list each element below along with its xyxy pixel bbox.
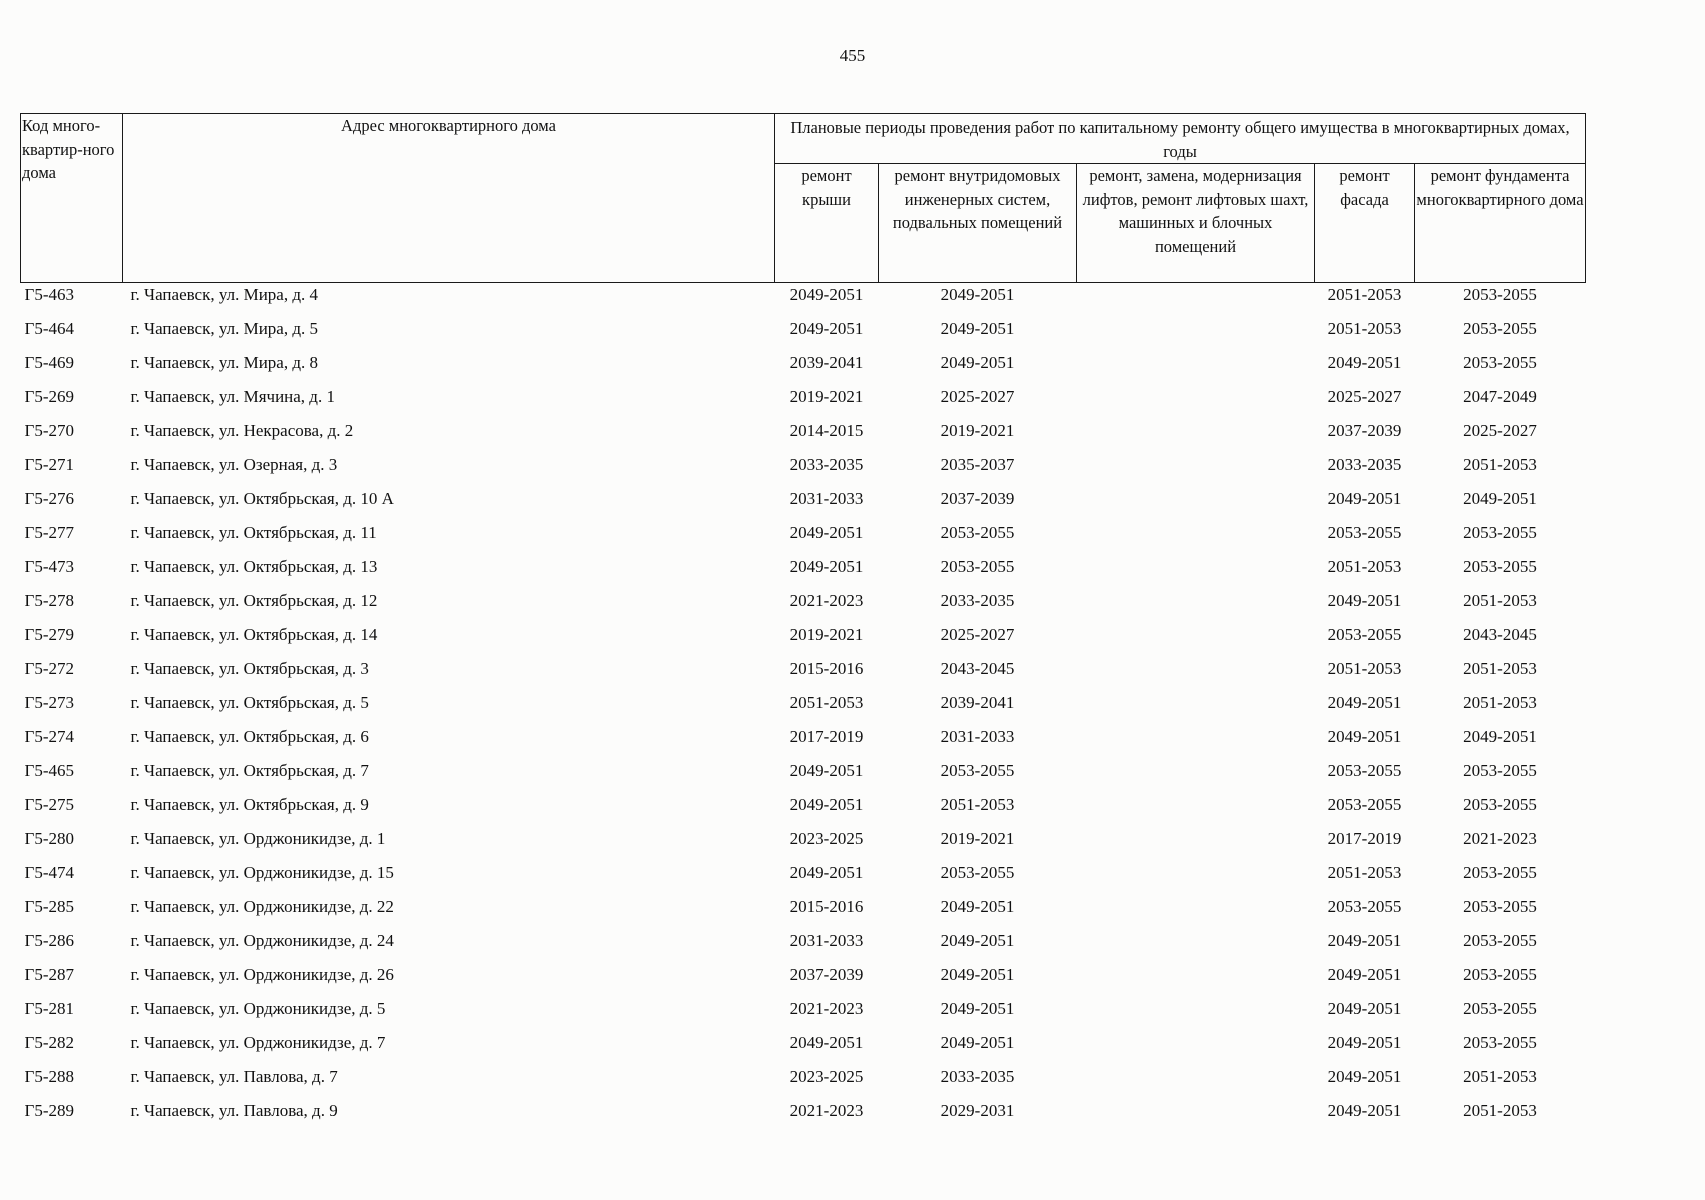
- table-row: [21, 487, 1586, 521]
- cell-engineering: 2053-2055: [940, 761, 1015, 780]
- cell-facade: 2049-2051: [1327, 591, 1402, 610]
- cell-facade: 2049-2051: [1327, 1033, 1402, 1052]
- cell-address: г. Чапаевск, ул. Октябрьская, д. 5: [130, 693, 369, 712]
- cell-code: Г5-273: [24, 693, 74, 712]
- cell-address: г. Чапаевск, ул. Октябрьская, д. 13: [130, 557, 378, 576]
- cell-elevators: [1077, 453, 1315, 487]
- table-row: [21, 385, 1586, 419]
- cell-foundation: 2053-2055: [1463, 761, 1537, 780]
- cell-facade: 2049-2051: [1327, 353, 1402, 372]
- table-row: [21, 351, 1586, 385]
- cell-facade: 2037-2039: [1327, 421, 1402, 440]
- cell-facade: 2033-2035: [1327, 455, 1402, 474]
- cell-foundation: 2049-2051: [1463, 727, 1537, 746]
- cell-facade: 2053-2055: [1327, 625, 1402, 644]
- cell-code: Г5-465: [24, 761, 74, 780]
- cell-elevators: [1077, 1065, 1315, 1099]
- cell-address: г. Чапаевск, ул. Орджоникидзе, д. 24: [130, 931, 394, 950]
- cell-facade: 2049-2051: [1327, 1067, 1402, 1086]
- cell-facade: 2049-2051: [1327, 693, 1402, 712]
- cell-engineering: 2025-2027: [940, 625, 1015, 644]
- cell-elevators: [1077, 1031, 1315, 1065]
- cell-elevators: [1077, 827, 1315, 861]
- cell-address: г. Чапаевск, ул. Орджоникидзе, д. 26: [130, 965, 394, 984]
- cell-facade: 2051-2053: [1327, 285, 1402, 304]
- cell-facade: 2051-2053: [1327, 319, 1402, 338]
- table-row: [21, 283, 1586, 318]
- cell-elevators: [1077, 555, 1315, 589]
- table-row: [21, 555, 1586, 589]
- cell-address: г. Чапаевск, ул. Орджоникидзе, д. 7: [130, 1033, 386, 1052]
- cell-roof: 2021-2023: [789, 1101, 864, 1120]
- cell-foundation: 2047-2049: [1463, 387, 1537, 406]
- cell-facade: 2049-2051: [1327, 965, 1402, 984]
- cell-foundation: 2025-2027: [1463, 421, 1537, 440]
- cell-foundation: 2053-2055: [1463, 353, 1537, 372]
- cell-roof: 2019-2021: [789, 387, 864, 406]
- cell-code: Г5-279: [24, 625, 74, 644]
- cell-engineering: 2053-2055: [940, 863, 1015, 882]
- cell-facade: 2053-2055: [1327, 761, 1402, 780]
- cell-address: г. Чапаевск, ул. Орджоникидзе, д. 1: [130, 829, 386, 848]
- cell-roof: 2031-2033: [789, 489, 864, 508]
- cell-roof: 2049-2051: [789, 1033, 864, 1052]
- cell-code: Г5-276: [24, 489, 74, 508]
- table-row: [21, 827, 1586, 861]
- table-row: [21, 793, 1586, 827]
- cell-foundation: 2051-2053: [1463, 455, 1537, 474]
- cell-roof: 2019-2021: [789, 625, 864, 644]
- cell-code: Г5-278: [24, 591, 74, 610]
- cell-elevators: [1077, 929, 1315, 963]
- cell-roof: 2014-2015: [789, 421, 864, 440]
- cell-roof: 2023-2025: [789, 1067, 864, 1086]
- header-elevators: ремонт, замена, модернизация лифтов, ремонт лифтовых шахт, машинных и блочных помещений: [1077, 164, 1315, 283]
- cell-engineering: 2019-2021: [940, 421, 1015, 440]
- cell-engineering: 2039-2041: [940, 693, 1015, 712]
- table-row: [21, 453, 1586, 487]
- cell-elevators: [1077, 793, 1315, 827]
- cell-roof: 2051-2053: [789, 693, 864, 712]
- cell-engineering: 2035-2037: [940, 455, 1015, 474]
- cell-roof: 2049-2051: [789, 557, 864, 576]
- cell-foundation: 2043-2045: [1463, 625, 1537, 644]
- cell-engineering: 2033-2035: [940, 591, 1015, 610]
- table-row: [21, 895, 1586, 929]
- cell-elevators: [1077, 861, 1315, 895]
- table-row: [21, 317, 1586, 351]
- cell-elevators: [1077, 317, 1315, 351]
- cell-foundation: 2051-2053: [1463, 693, 1537, 712]
- cell-foundation: 2053-2055: [1463, 931, 1537, 950]
- cell-roof: 2049-2051: [789, 761, 864, 780]
- cell-elevators: [1077, 385, 1315, 419]
- cell-elevators: [1077, 691, 1315, 725]
- cell-facade: 2053-2055: [1327, 795, 1402, 814]
- cell-elevators: [1077, 997, 1315, 1031]
- header-periods-group: Плановые периоды проведения работ по капитальному ремонту общего имущества в многоквартирных домах, годы: [775, 114, 1586, 164]
- table-row: [21, 861, 1586, 895]
- cell-elevators: [1077, 895, 1315, 929]
- cell-foundation: 2051-2053: [1463, 591, 1537, 610]
- cell-foundation: 2021-2023: [1463, 829, 1537, 848]
- cell-elevators: [1077, 963, 1315, 997]
- cell-address: г. Чапаевск, ул. Октябрьская, д. 7: [130, 761, 369, 780]
- cell-address: г. Чапаевск, ул. Октябрьская, д. 12: [130, 591, 378, 610]
- header-engineering: ремонт внутридомовых инженерных систем, подвальных помещений: [879, 164, 1077, 283]
- cell-facade: 2049-2051: [1327, 1101, 1402, 1120]
- cell-code: Г5-287: [24, 965, 74, 984]
- cell-roof: 2049-2051: [789, 523, 864, 542]
- table-row: [21, 691, 1586, 725]
- cell-code: Г5-271: [24, 455, 74, 474]
- cell-code: Г5-474: [24, 863, 74, 882]
- header-roof: ремонт крыши: [775, 164, 879, 283]
- cell-facade: 2051-2053: [1327, 659, 1402, 678]
- cell-code: Г5-289: [24, 1101, 74, 1120]
- cell-address: г. Чапаевск, ул. Октябрьская, д. 9: [130, 795, 369, 814]
- cell-elevators: [1077, 283, 1315, 318]
- cell-facade: 2017-2019: [1327, 829, 1402, 848]
- cell-engineering: 2049-2051: [940, 999, 1015, 1018]
- cell-engineering: 2053-2055: [940, 523, 1015, 542]
- cell-foundation: 2053-2055: [1463, 1033, 1537, 1052]
- cell-facade: 2051-2053: [1327, 863, 1402, 882]
- cell-address: г. Чапаевск, ул. Орджоникидзе, д. 15: [130, 863, 394, 882]
- cell-elevators: [1077, 759, 1315, 793]
- cell-elevators: [1077, 623, 1315, 657]
- cell-address: г. Чапаевск, ул. Мира, д. 8: [130, 353, 318, 372]
- cell-foundation: 2053-2055: [1463, 795, 1537, 814]
- cell-address: г. Чапаевск, ул. Октябрьская, д. 6: [130, 727, 369, 746]
- cell-roof: 2049-2051: [789, 319, 864, 338]
- cell-elevators: [1077, 351, 1315, 385]
- cell-engineering: 2031-2033: [940, 727, 1015, 746]
- header-foundation: ремонт фундамента многоквартирного дома: [1415, 164, 1586, 283]
- cell-code: Г5-464: [24, 319, 74, 338]
- cell-code: Г5-277: [24, 523, 74, 542]
- cell-engineering: 2029-2031: [940, 1101, 1015, 1120]
- cell-foundation: 2051-2053: [1463, 1101, 1537, 1120]
- cell-foundation: 2053-2055: [1463, 523, 1537, 542]
- cell-roof: 2033-2035: [789, 455, 864, 474]
- page-number: 455: [839, 46, 866, 65]
- cell-facade: 2049-2051: [1327, 931, 1402, 950]
- cell-engineering: 2033-2035: [940, 1067, 1015, 1086]
- cell-engineering: 2049-2051: [940, 285, 1015, 304]
- cell-engineering: 2051-2053: [940, 795, 1015, 814]
- table-row: [21, 1065, 1586, 1099]
- cell-engineering: 2053-2055: [940, 557, 1015, 576]
- cell-foundation: 2051-2053: [1463, 1067, 1537, 1086]
- cell-foundation: 2053-2055: [1463, 557, 1537, 576]
- cell-facade: 2049-2051: [1327, 727, 1402, 746]
- cell-foundation: 2053-2055: [1463, 863, 1537, 882]
- cell-code: Г5-270: [24, 421, 74, 440]
- cell-code: Г5-275: [24, 795, 74, 814]
- cell-engineering: 2049-2051: [940, 319, 1015, 338]
- cell-code: Г5-280: [24, 829, 74, 848]
- cell-code: Г5-469: [24, 353, 74, 372]
- cell-facade: 2053-2055: [1327, 523, 1402, 542]
- cell-address: г. Чапаевск, ул. Октябрьская, д. 14: [130, 625, 378, 644]
- cell-elevators: [1077, 1099, 1315, 1133]
- cell-engineering: 2049-2051: [940, 965, 1015, 984]
- cell-roof: 2015-2016: [789, 659, 864, 678]
- cell-address: г. Чапаевск, ул. Орджоникидзе, д. 5: [130, 999, 386, 1018]
- cell-roof: 2023-2025: [789, 829, 864, 848]
- cell-facade: 2051-2053: [1327, 557, 1402, 576]
- header-address: Адрес многоквартирного дома: [123, 114, 775, 283]
- cell-engineering: 2049-2051: [940, 931, 1015, 950]
- table-row: [21, 997, 1586, 1031]
- cell-foundation: 2053-2055: [1463, 319, 1537, 338]
- cell-foundation: 2053-2055: [1463, 897, 1537, 916]
- cell-engineering: 2049-2051: [940, 897, 1015, 916]
- table-body: [21, 283, 1586, 1134]
- cell-code: Г5-288: [24, 1067, 74, 1086]
- cell-address: г. Чапаевск, ул. Октябрьская, д. 3: [130, 659, 369, 678]
- cell-address: г. Чапаевск, ул. Мира, д. 5: [130, 319, 318, 338]
- table-row: [21, 623, 1586, 657]
- cell-engineering: 2049-2051: [940, 353, 1015, 372]
- cell-address: г. Чапаевск, ул. Октябрьская, д. 10 А: [130, 489, 394, 508]
- cell-code: Г5-281: [24, 999, 74, 1018]
- cell-code: Г5-269: [24, 387, 74, 406]
- cell-elevators: [1077, 521, 1315, 555]
- cell-engineering: 2025-2027: [940, 387, 1015, 406]
- cell-roof: 2031-2033: [789, 931, 864, 950]
- cell-code: Г5-473: [24, 557, 74, 576]
- cell-address: г. Чапаевск, ул. Павлова, д. 7: [130, 1067, 338, 1086]
- cell-engineering: 2049-2051: [940, 1033, 1015, 1052]
- cell-address: г. Чапаевск, ул. Октябрьская, д. 11: [130, 523, 377, 542]
- cell-roof: 2017-2019: [789, 727, 864, 746]
- table-row: [21, 1031, 1586, 1065]
- cell-foundation: 2053-2055: [1463, 285, 1537, 304]
- cell-elevators: [1077, 487, 1315, 521]
- cell-address: г. Чапаевск, ул. Павлова, д. 9: [130, 1101, 338, 1120]
- cell-elevators: [1077, 657, 1315, 691]
- cell-address: г. Чапаевск, ул. Озерная, д. 3: [130, 455, 338, 474]
- header-code: Код много-квартир-ного дома: [21, 114, 123, 283]
- cell-address: г. Чапаевск, ул. Орджоникидзе, д. 22: [130, 897, 394, 916]
- cell-facade: 2053-2055: [1327, 897, 1402, 916]
- table-row: [21, 1099, 1586, 1133]
- cell-code: Г5-285: [24, 897, 74, 916]
- cell-facade: 2049-2051: [1327, 999, 1402, 1018]
- cell-address: г. Чапаевск, ул. Мячина, д. 1: [130, 387, 335, 406]
- cell-foundation: 2049-2051: [1463, 489, 1537, 508]
- table-row: [21, 589, 1586, 623]
- cell-engineering: 2043-2045: [940, 659, 1015, 678]
- cell-code: Г5-282: [24, 1033, 74, 1052]
- cell-roof: 2015-2016: [789, 897, 864, 916]
- table-header: [21, 114, 1586, 283]
- table-row: [21, 419, 1586, 453]
- repair-schedule-table: [20, 113, 1586, 1133]
- cell-engineering: 2037-2039: [940, 489, 1015, 508]
- cell-roof: 2049-2051: [789, 795, 864, 814]
- cell-code: Г5-272: [24, 659, 74, 678]
- cell-roof: 2021-2023: [789, 999, 864, 1018]
- cell-roof: 2039-2041: [789, 353, 864, 372]
- cell-foundation: 2053-2055: [1463, 999, 1537, 1018]
- cell-address: г. Чапаевск, ул. Некрасова, д. 2: [130, 421, 354, 440]
- cell-address: г. Чапаевск, ул. Мира, д. 4: [130, 285, 318, 304]
- cell-roof: 2021-2023: [789, 591, 864, 610]
- table-row: [21, 963, 1586, 997]
- table-row: [21, 521, 1586, 555]
- table-row: [21, 759, 1586, 793]
- cell-elevators: [1077, 725, 1315, 759]
- cell-elevators: [1077, 589, 1315, 623]
- table-row: [21, 657, 1586, 691]
- cell-code: Г5-274: [24, 727, 74, 746]
- cell-code: Г5-286: [24, 931, 74, 950]
- header-facade: ремонт фасада: [1315, 164, 1415, 283]
- table-row: [21, 725, 1586, 759]
- table-row: [21, 929, 1586, 963]
- cell-code: Г5-463: [24, 285, 74, 304]
- cell-roof: 2049-2051: [789, 285, 864, 304]
- cell-roof: 2049-2051: [789, 863, 864, 882]
- cell-facade: 2049-2051: [1327, 489, 1402, 508]
- cell-facade: 2025-2027: [1327, 387, 1402, 406]
- cell-engineering: 2019-2021: [940, 829, 1015, 848]
- cell-foundation: 2051-2053: [1463, 659, 1537, 678]
- cell-roof: 2037-2039: [789, 965, 864, 984]
- cell-elevators: [1077, 419, 1315, 453]
- cell-foundation: 2053-2055: [1463, 965, 1537, 984]
